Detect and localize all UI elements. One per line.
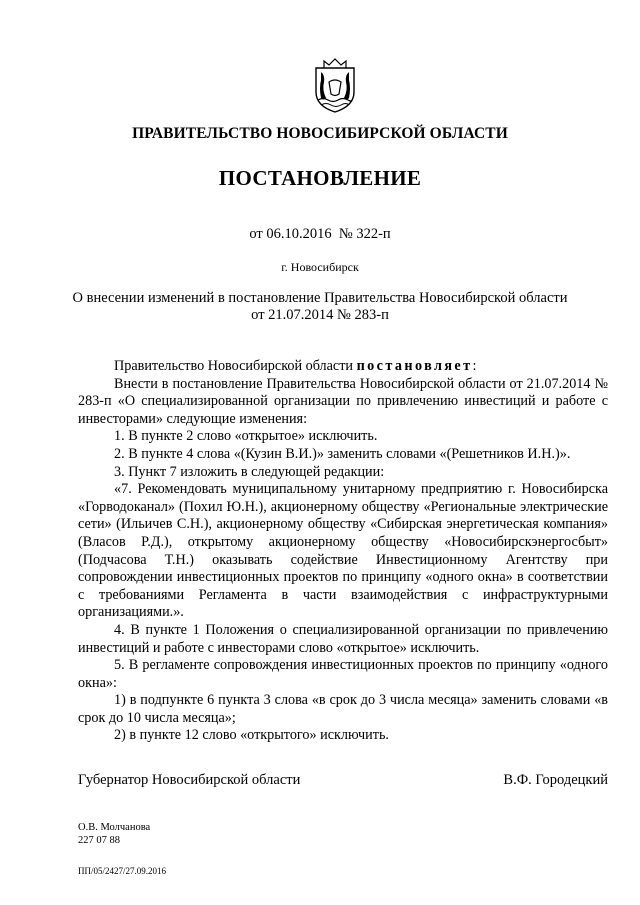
date-number-line <box>0 226 640 243</box>
preamble-text: Правительство Новосибирской области <box>114 358 357 374</box>
executor-block <box>78 822 150 847</box>
paragraph-7: 5. В регламенте сопровождения инвестиционных проектов по принципу «одного окна»: <box>78 657 608 691</box>
document-type: ПОСТАНОВЛЕНИЕ <box>218 166 422 190</box>
executor-name: О.В. Молчанова <box>78 822 151 833</box>
executor-phone: 227 07 88 <box>78 834 120 846</box>
preamble-colon: : <box>472 358 477 374</box>
signature-block <box>78 772 608 789</box>
city: г. Новосибирск <box>281 260 359 274</box>
paragraph-3: 2. В пункте 4 слова «(Кузин В.И.)» заменить словами «(Решетников И.Н.)». <box>114 445 571 462</box>
paragraph-6: 4. В пункте 1 Положения о специализированной организации по привлечению инвестиций и работе с инвесторами слово «открытое» исключить. <box>78 621 608 656</box>
document-date: от 06.10.2016 <box>249 226 332 242</box>
paragraph-5: «7. Рекомендовать муниципальному унитарному предприятию г. Новосибирска «Горводоканал» (Похил Ю.Н.), акционерному обществу «Региональные электрические сети» (Ильичев С.Н.), акционерному обществу «Сибирская энергетическая компания» (Власов Р.Д.), открытому акционерному обществу «Новосибирскэнергосбыт» (Подчасова Т.Н.) оказывать содействие Инвестиционному Агентству при сопровождении инвестиционных проектов по принципу «одного окна» в соответствии с требованиями Регламента в части взаимодействия с инфраструктурными организациями.». <box>78 481 608 621</box>
paragraph-4: 3. Пункт 7 изложить в следующей редакции: <box>114 463 385 480</box>
paragraph-1: Внести в постановление Правительства Новосибирской области от 21.07.2014 № 283-п «О специализированной организации по привлечению инвестиций и работе с инвесторами» следующие изменения: <box>78 375 608 427</box>
preamble-keyword: постановляет <box>356 358 473 374</box>
paragraph-8: 1) в подпункте 6 пункта 3 слова «в срок до 3 числа месяца» заменить словами «в срок до 10 числа месяца»; <box>78 692 608 726</box>
signatory-name: В.Ф. Городецкий <box>503 772 608 788</box>
title-line-1: О внесении изменений в постановление Правительства Новосибирской области <box>72 290 568 306</box>
organization-name: ПРАВИТЕЛЬСТВО НОВОСИБИРСКОЙ ОБЛАСТИ <box>132 125 508 142</box>
document-number: № 322-п <box>338 226 391 242</box>
document-code: ПП/05/2427/27.09.2016 <box>78 866 167 876</box>
document-body <box>78 358 608 745</box>
title-line-2: от 21.07.2014 № 283-п <box>251 307 389 323</box>
document-title <box>60 290 580 324</box>
preamble <box>78 358 608 376</box>
paragraph-9: 2) в пункте 12 слово «открытого» исключить. <box>114 727 389 744</box>
paragraph-2: 1. В пункте 2 слово «открытое» исключить. <box>114 428 378 445</box>
novosibirsk-coat-of-arms-icon <box>312 58 358 114</box>
signatory-position: Губернатор Новосибирской области <box>78 772 301 788</box>
